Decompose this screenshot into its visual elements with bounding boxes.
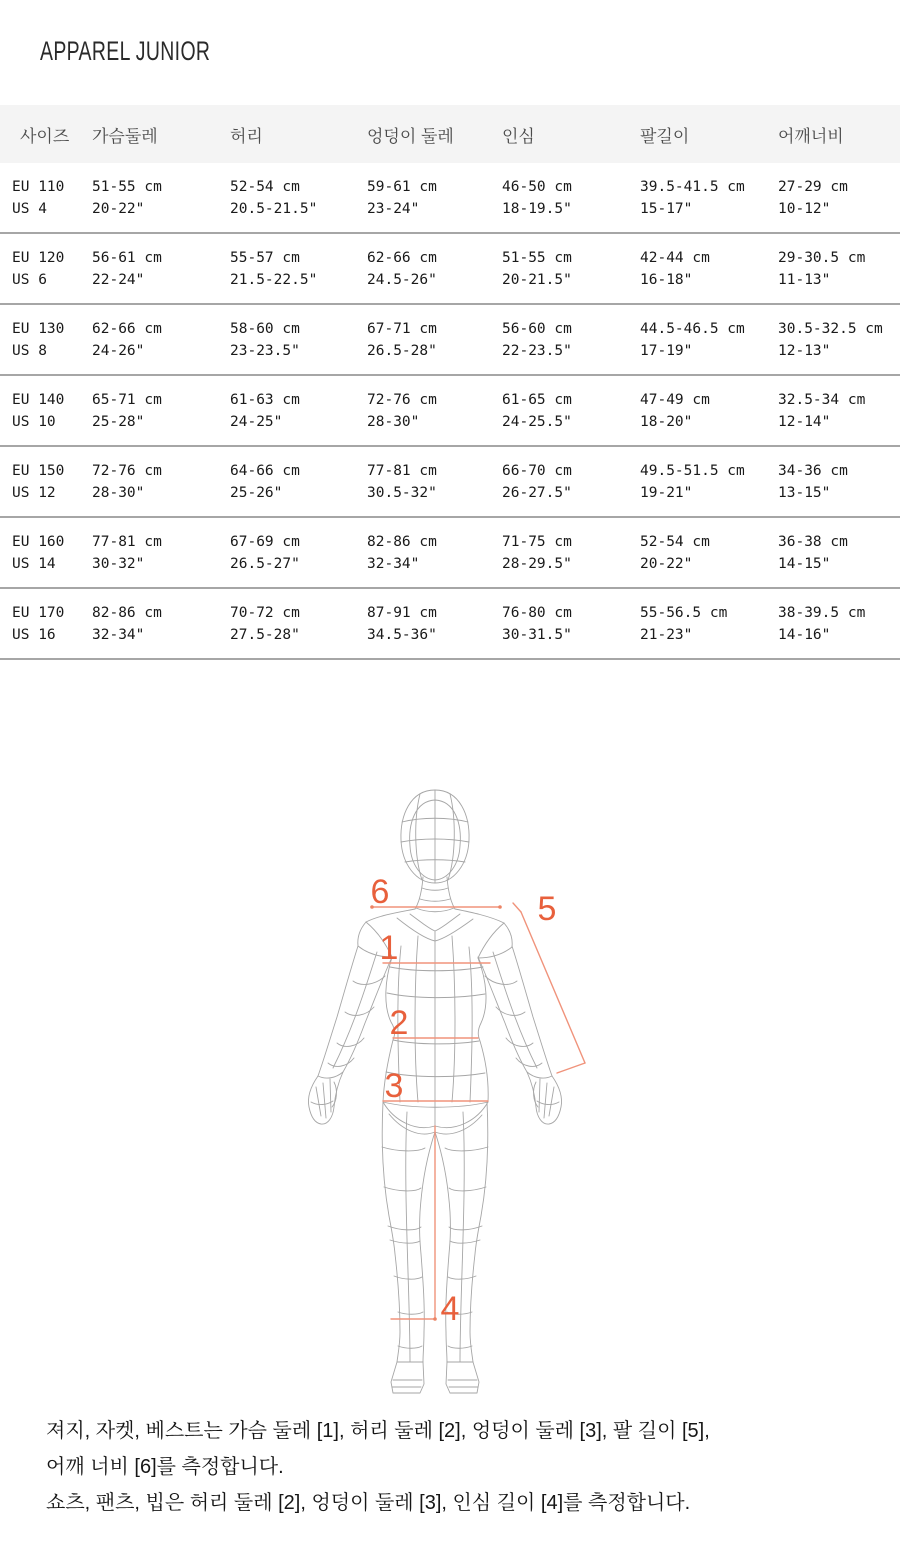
size-table-body [0, 163, 900, 660]
inseam-measure-cell: 51-55 cm 20-21.5" [502, 249, 572, 288]
hip-measure-cell: 62-66 cm 24.5-26" [367, 249, 437, 288]
size-cell: EU 120 US 6 [12, 249, 65, 288]
inseam-measure-cell: 71-75 cm 28-29.5" [502, 533, 572, 572]
shoulder-width-label: 6 [370, 873, 390, 911]
arm-length-start-tick [513, 903, 521, 912]
inseam-measure-cell: 76-80 cm 30-31.5" [502, 604, 572, 643]
table-row [0, 447, 900, 518]
inseam-measure-cell: 66-70 cm 26-27.5" [502, 462, 572, 501]
col-header-inseam: 인심 [502, 126, 535, 146]
shoulder-measure-cell: 27-29 cm 10-12" [778, 178, 848, 217]
col-header-arm: 팔길이 [640, 126, 690, 146]
table-row [0, 589, 900, 660]
shoulder-measure-cell: 30.5-32.5 cm 12-13" [778, 320, 883, 359]
size-table-header [0, 105, 900, 163]
size-cell: EU 110 US 4 [12, 178, 65, 217]
table-row [0, 163, 900, 234]
chest-measure-cell: 65-71 cm 25-28" [92, 391, 162, 430]
chest-measure-cell: 82-86 cm 32-34" [92, 604, 162, 643]
waist-measure-cell: 61-63 cm 24-25" [230, 391, 300, 430]
arm-measure-cell: 49.5-51.5 cm 19-21" [640, 462, 745, 501]
arm-length-line [521, 912, 585, 1063]
inseam-measure-cell: 61-65 cm 24-25.5" [502, 391, 572, 430]
waist-measure-cell: 55-57 cm 21.5-22.5" [230, 249, 318, 288]
arm-measure-cell: 47-49 cm 18-20" [640, 391, 710, 430]
size-table [0, 105, 900, 660]
hip-measure-cell: 67-71 cm 26.5-28" [367, 320, 437, 359]
waist-label: 2 [389, 1004, 409, 1042]
hip-measure-cell: 77-81 cm 30.5-32" [367, 462, 437, 501]
inseam-label: 4 [440, 1290, 460, 1328]
size-cell: EU 130 US 8 [12, 320, 65, 359]
chest-measure-cell: 62-66 cm 24-26" [92, 320, 162, 359]
arm-measure-cell: 55-56.5 cm 21-23" [640, 604, 728, 643]
note-line-bottoms: 쇼츠, 팬츠, 빕은 허리 둘레 [2], 엉덩이 둘레 [3], 인심 길이 [4]를 측정합니다. [46, 1492, 691, 1514]
size-cell: EU 170 US 16 [12, 604, 65, 643]
arm-length-end-tick [557, 1063, 585, 1073]
size-cell: EU 150 US 12 [12, 462, 65, 501]
chest-label: 1 [379, 929, 399, 967]
arm-measure-cell: 52-54 cm 20-22" [640, 533, 710, 572]
hip-label: 3 [384, 1067, 404, 1105]
inseam-measure-cell: 56-60 cm 22-23.5" [502, 320, 572, 359]
table-row [0, 234, 900, 305]
shoulder-measure-cell: 32.5-34 cm 12-14" [778, 391, 866, 430]
col-header-waist: 허리 [230, 126, 263, 146]
shoulder-measure-cell: 29-30.5 cm 11-13" [778, 249, 866, 288]
hip-measure-cell: 59-61 cm 23-24" [367, 178, 437, 217]
mannequin-wireframe-illustration [260, 760, 640, 1400]
col-header-shoulder: 어깨너비 [778, 126, 844, 146]
arm-measure-cell: 39.5-41.5 cm 15-17" [640, 178, 745, 217]
table-row [0, 305, 900, 376]
measurement-notes [46, 1413, 710, 1521]
shoulder-measure-cell: 34-36 cm 13-15" [778, 462, 848, 501]
arm-length-label: 5 [537, 890, 557, 928]
chest-measure-cell: 56-61 cm 22-24" [92, 249, 162, 288]
waist-measure-cell: 58-60 cm 23-23.5" [230, 320, 300, 359]
shoulder-measure-cell: 38-39.5 cm 14-16" [778, 604, 866, 643]
waist-measure-cell: 64-66 cm 25-26" [230, 462, 300, 501]
arm-measure-cell: 42-44 cm 16-18" [640, 249, 710, 288]
hip-measure-cell: 87-91 cm 34.5-36" [367, 604, 437, 643]
note-line-tops-2: 어깨 너비 [6]를 측정합니다. [46, 1456, 284, 1478]
col-header-size: 사이즈 [20, 126, 70, 146]
note-line-tops: 져지, 자켓, 베스트는 가슴 둘레 [1], 허리 둘레 [2], 엉덩이 둘레 [3], 팔 길이 [5], [46, 1420, 710, 1442]
chest-measure-cell: 72-76 cm 28-30" [92, 462, 162, 501]
col-header-hip: 엉덩이 둘레 [367, 126, 454, 146]
hip-measure-cell: 82-86 cm 32-34" [367, 533, 437, 572]
chest-measure-cell: 51-55 cm 20-22" [92, 178, 162, 217]
table-row [0, 518, 900, 589]
page-title: APPAREL JUNIOR [40, 36, 211, 66]
col-header-chest: 가슴둘레 [92, 126, 158, 146]
waist-measure-cell: 52-54 cm 20.5-21.5" [230, 178, 318, 217]
arm-measure-cell: 44.5-46.5 cm 17-19" [640, 320, 745, 359]
size-cell: EU 140 US 10 [12, 391, 65, 430]
waist-measure-cell: 70-72 cm 27.5-28" [230, 604, 300, 643]
shoulder-measure-cell: 36-38 cm 14-15" [778, 533, 848, 572]
waist-measure-cell: 67-69 cm 26.5-27" [230, 533, 300, 572]
hip-measure-cell: 72-76 cm 28-30" [367, 391, 437, 430]
table-row [0, 376, 900, 447]
measurement-lines [372, 903, 585, 1319]
chest-measure-cell: 77-81 cm 30-32" [92, 533, 162, 572]
mannequin-figure [260, 760, 640, 1400]
inseam-measure-cell: 46-50 cm 18-19.5" [502, 178, 572, 217]
size-cell: EU 160 US 14 [12, 533, 65, 572]
